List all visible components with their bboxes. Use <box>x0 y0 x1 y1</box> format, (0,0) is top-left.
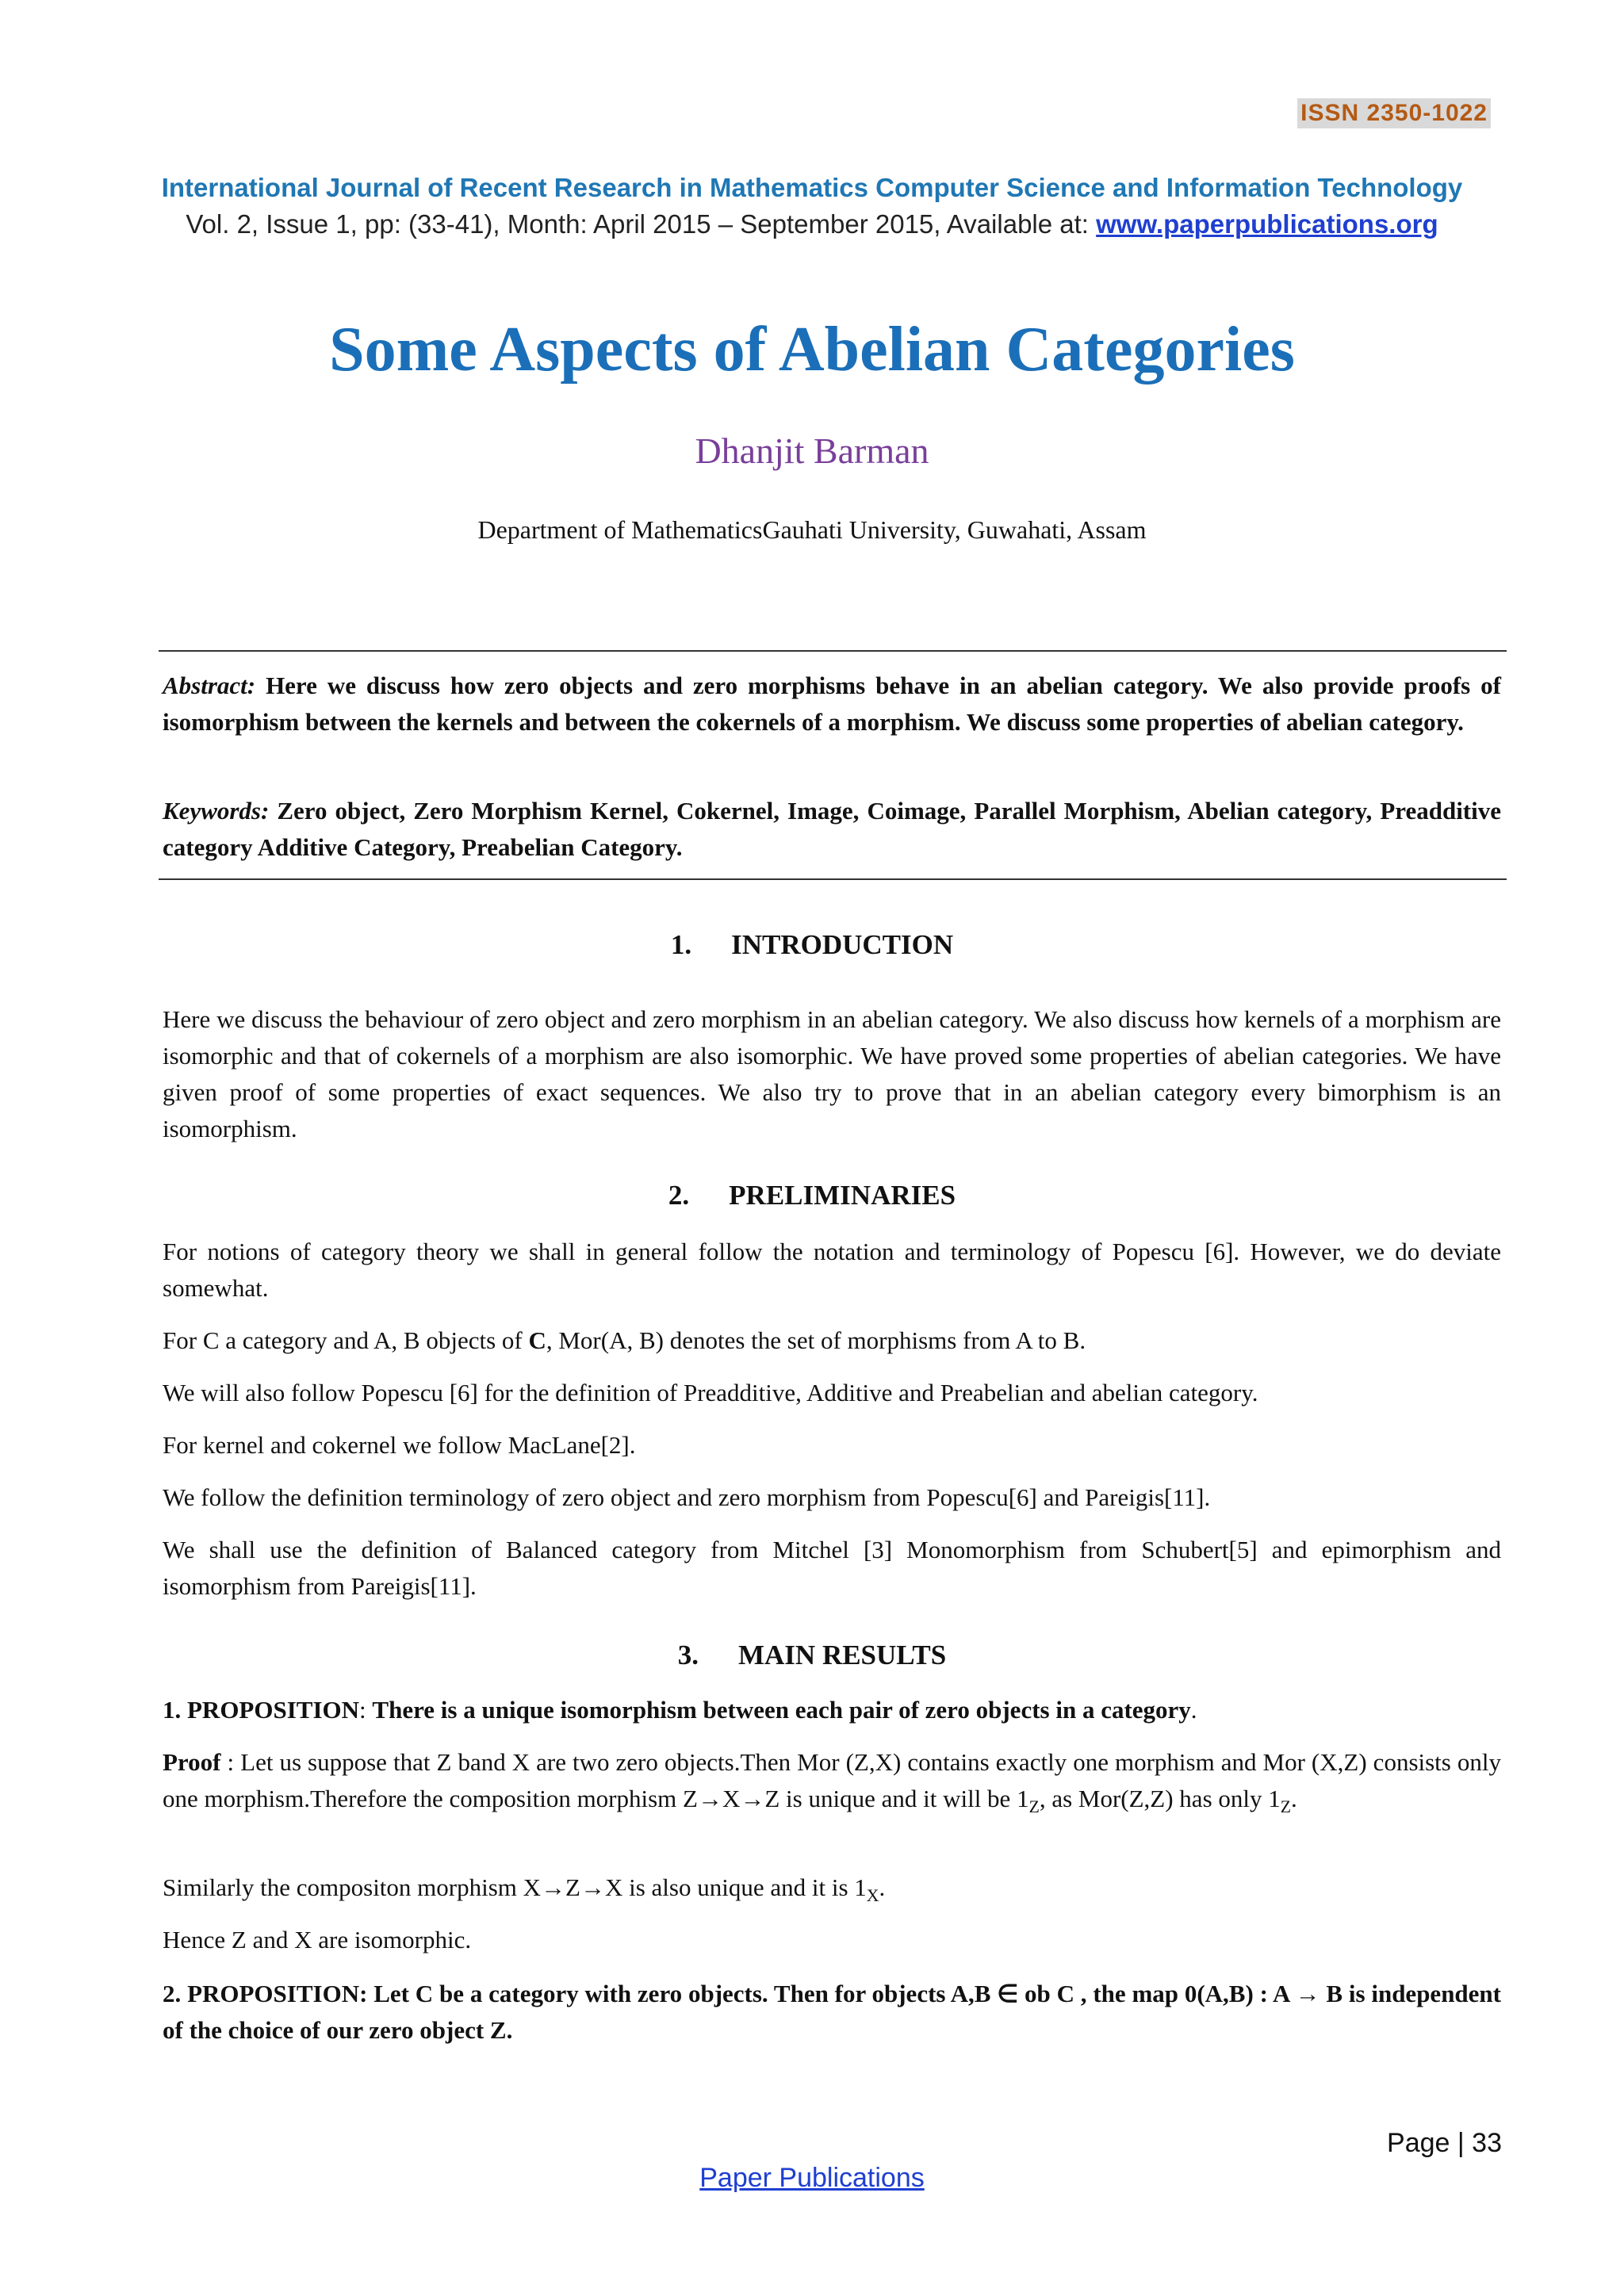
subscript: X <box>866 1886 879 1906</box>
abstract-text: Here we discuss how zero objects and zero morphisms behave in an abelian category. We also provide proofs of isomorphism between the kernels and between the cokernels of a morphism. We discuss some properties of abelian category. <box>163 672 1501 736</box>
volume-info <box>0 209 1624 239</box>
publisher-link[interactable]: Paper Publications <box>699 2163 925 2193</box>
text-span: , Mor(A, B) denotes the set of morphisms from A to B. <box>546 1326 1086 1354</box>
proposition-1 <box>163 1692 1501 1728</box>
prelim-paragraph-6: We shall use the definition of Balanced category from Mitchel [3] Monomorphism from Schubert[5] and epimorphism and isomorphism from Pareigis[11]. <box>163 1536 1501 1600</box>
prelim-paragraph-5: We follow the definition terminology of zero object and zero morphism from Popescu[6] and Pareigis[11]. <box>163 1483 1211 1511</box>
text-span: Similarly the compositon morphism X→Z→X is also unique and it is 1 <box>163 1873 867 1901</box>
paper-title: Some Aspects of Abelian Categories <box>329 315 1295 385</box>
prelim-paragraph-4: For kernel and cokernel we follow MacLane[2]. <box>163 1431 636 1459</box>
issn-badge: ISSN 2350-1022 <box>1297 98 1491 128</box>
subscript: Z <box>1028 1797 1040 1817</box>
keywords-label: Keywords: <box>163 797 270 825</box>
divider-top <box>159 650 1507 652</box>
journal-website-link[interactable]: www.paperpublications.org <box>1096 209 1438 239</box>
prelim-paragraph-3: We will also follow Popescu [6] for the definition of Preadditive, Additive and Preabelian and abelian category. <box>163 1379 1258 1406</box>
subscript: Z <box>1280 1797 1291 1817</box>
keywords-text: Zero object, Zero Morphism Kernel, Cokernel, Image, Coimage, Parallel Morphism, Abelian category, Preadditive category Additive Category, Preabelian Category. <box>163 797 1502 861</box>
section-heading-introduction <box>0 929 1624 961</box>
prelim-paragraph-2 <box>163 1322 1501 1359</box>
prelim-paragraph-1: For notions of category theory we shall in general follow the notation and terminology of Popescu [6]. However, we do deviate somewhat. <box>163 1238 1501 1302</box>
text-span: : Let us suppose that Z band X are two zero objects.Then Mor (Z,X) contains exactly one morphism and Mor (X,Z) consists only one morphism.Therefore the composition morphism Z→X→Z is unique and it will be 1 <box>163 1748 1501 1812</box>
text-span: . <box>1291 1785 1297 1812</box>
section-number: 2. <box>668 1180 690 1211</box>
divider-bottom <box>159 878 1507 880</box>
text-span: , as Mor(Z,Z) has only 1 <box>1039 1785 1281 1812</box>
text-span: . <box>1190 1696 1197 1724</box>
proof-label: Proof <box>163 1748 221 1776</box>
abstract-label: Abstract: <box>163 672 256 699</box>
author-affiliation: Department of MathematicsGauhati University, Guwahati, Assam <box>477 515 1147 544</box>
page-number: Page | 33 <box>1387 2128 1502 2158</box>
section-title: MAIN RESULTS <box>737 1640 947 1670</box>
proposition-label: 1. PROPOSITION <box>163 1696 360 1724</box>
proposition-statement: There is a unique isomorphism between each pair of zero objects in a category <box>372 1696 1191 1724</box>
hence-paragraph: Hence Z and X are isomorphic. <box>163 1926 472 1954</box>
category-symbol: C <box>528 1326 546 1354</box>
section-title: INTRODUCTION <box>731 929 954 960</box>
section-heading-main-results <box>0 1640 1624 1671</box>
journal-name: International Journal of Recent Research in Mathematics Computer Science and Information Technology <box>161 173 1463 202</box>
section-heading-preliminaries <box>0 1180 1624 1211</box>
text-span: For C a category and A, B objects of <box>163 1326 529 1354</box>
text-span: . <box>879 1873 886 1901</box>
introduction-paragraph: Here we discuss the behaviour of zero object and zero morphism in an abelian category. We also discuss how kernels of a morphism are isomorphic and that of cokernels of a morphism are also isomorphic. We have proved some properties of abelian categories. We have given proof of some properties of exact sequences. We also try to prove that in an abelian category every bimorphism is an isomorphism. <box>163 1005 1501 1142</box>
similarly-paragraph <box>163 1869 1501 1914</box>
author-name: Dhanjit Barman <box>695 430 929 471</box>
section-number: 3. <box>677 1640 699 1670</box>
section-number: 1. <box>670 929 692 960</box>
text-span: : <box>359 1696 373 1724</box>
proposition-2: 2. PROPOSITION: Let C be a category with zero objects. Then for objects A,B ∈ ob C , the map 0(A,B) : A → B is independent of the choice of our zero object Z. <box>163 1980 1501 2044</box>
keywords <box>163 793 1501 866</box>
proof <box>163 1744 1501 1825</box>
section-title: PRELIMINARIES <box>729 1180 956 1211</box>
abstract <box>163 668 1501 740</box>
volume-text: Vol. 2, Issue 1, pp: (33-41), Month: April 2015 – September 2015, Available at: <box>186 209 1097 239</box>
